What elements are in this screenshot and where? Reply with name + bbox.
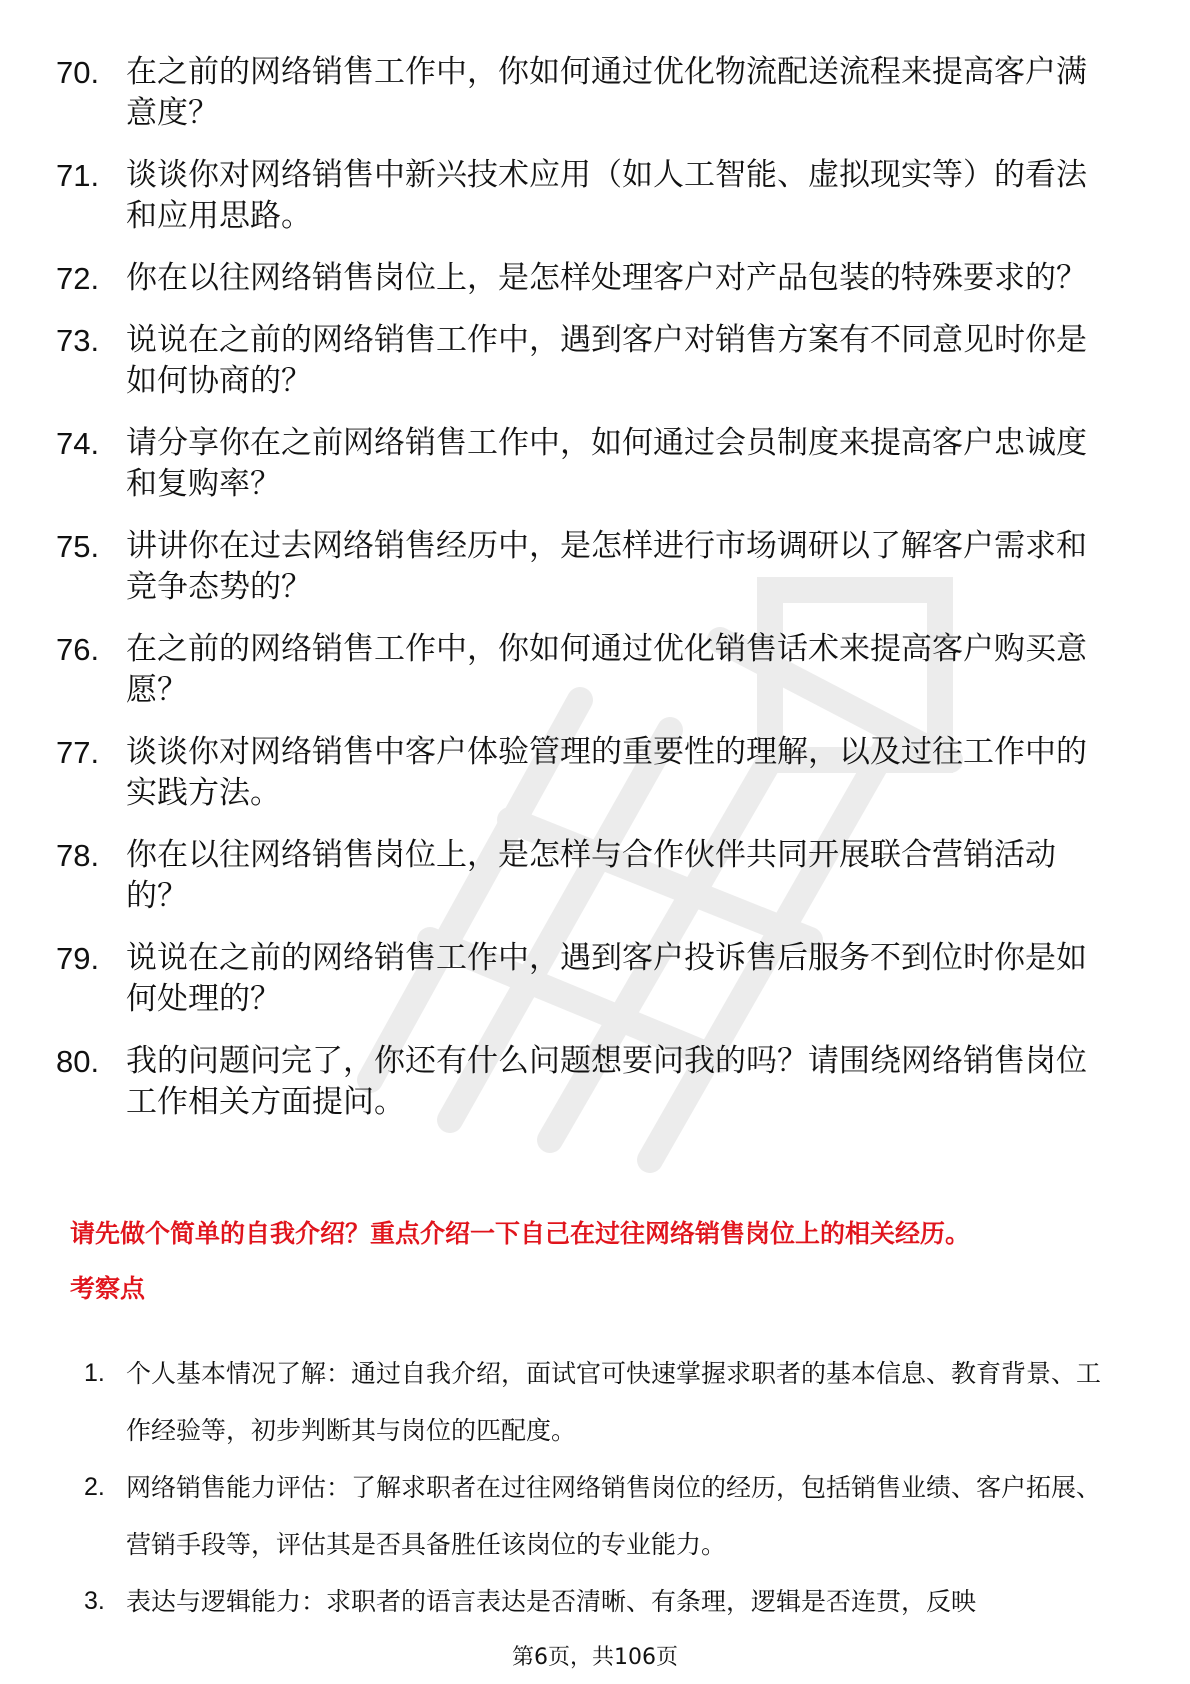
question-text: 说说在之前的网络销售工作中，遇到客户投诉售后服务不到位时你是如何处理的？ [126,940,1087,1017]
question-item [56,835,1116,917]
question-number: 75. [56,529,100,564]
question-number: 79. [56,941,100,976]
point-text: 个人基本情况了解：通过自我介绍，面试官可快速掌握求职者的基本信息、教育背景、工作经验等，初步判断其与岗位的匹配度。 [126,1359,1102,1445]
question-item [56,155,1116,237]
question-number: 80. [56,1044,100,1079]
question-item [56,423,1116,505]
question-text: 你在以往网络销售岗位上，是怎样与合作伙伴共同开展联合营销活动的？ [126,837,1056,914]
question-text: 谈谈你对网络销售中客户体验管理的重要性的理解，以及过往工作中的实践方法。 [126,734,1087,811]
point-number: 1. [84,1359,105,1387]
question-number: 74. [56,426,100,461]
question-text: 在之前的网络销售工作中，你如何通过优化销售话术来提高客户购买意愿？ [126,631,1087,708]
question-text: 讲讲你在过去网络销售经历中，是怎样进行市场调研以了解客户需求和竞争态势的？ [126,528,1087,605]
question-item [56,52,1116,134]
question-number: 77. [56,735,100,770]
page-number-footer: 第6页，共106页 [512,1645,678,1670]
question-number: 73. [56,323,100,358]
question-text: 我的问题问完了，你还有什么问题想要问我的吗？请围绕网络销售岗位工作相关方面提问。 [126,1043,1087,1120]
question-item [56,1041,1116,1123]
question-number: 72. [56,261,100,296]
question-number: 78. [56,838,100,873]
question-text: 谈谈你对网络销售中新兴技术应用（如人工智能、虚拟现实等）的看法和应用思路。 [126,157,1087,234]
assessment-point [84,1459,1124,1573]
assessment-point [84,1345,1124,1459]
question-text: 你在以往网络销售岗位上，是怎样处理客户对产品包装的特殊要求的？ [126,260,1087,296]
question-item [56,320,1116,402]
section-subheading: 考察点 [70,1274,146,1303]
question-number: 76. [56,632,100,667]
point-number: 2. [84,1473,105,1501]
question-item [56,938,1116,1020]
question-list [56,52,1116,1144]
point-text: 网络销售能力评估：了解求职者在过往网络销售岗位的经历，包括销售业绩、客户拓展、营销手段等，评估其是否具备胜任该岗位的专业能力。 [126,1473,1102,1559]
assessment-point [84,1573,1124,1630]
assessment-point-list [84,1345,1124,1630]
question-item [56,258,1116,299]
question-item [56,732,1116,814]
question-text: 请分享你在之前网络销售工作中，如何通过会员制度来提高客户忠诚度和复购率？ [126,425,1087,502]
question-text: 说说在之前的网络销售工作中，遇到客户对销售方案有不同意见时你是如何协商的？ [126,322,1087,399]
question-number: 70. [56,55,100,90]
section-heading: 请先做个简单的自我介绍？重点介绍一下自己在过往网络销售岗位上的相关经历。 [70,1219,971,1248]
question-item [56,526,1116,608]
point-text: 表达与逻辑能力：求职者的语言表达是否清晰、有条理，逻辑是否连贯，反映 [126,1587,977,1616]
question-text: 在之前的网络销售工作中，你如何通过优化物流配送流程来提高客户满意度？ [126,54,1087,131]
question-number: 71. [56,158,100,193]
question-item [56,629,1116,711]
point-number: 3. [84,1587,105,1615]
